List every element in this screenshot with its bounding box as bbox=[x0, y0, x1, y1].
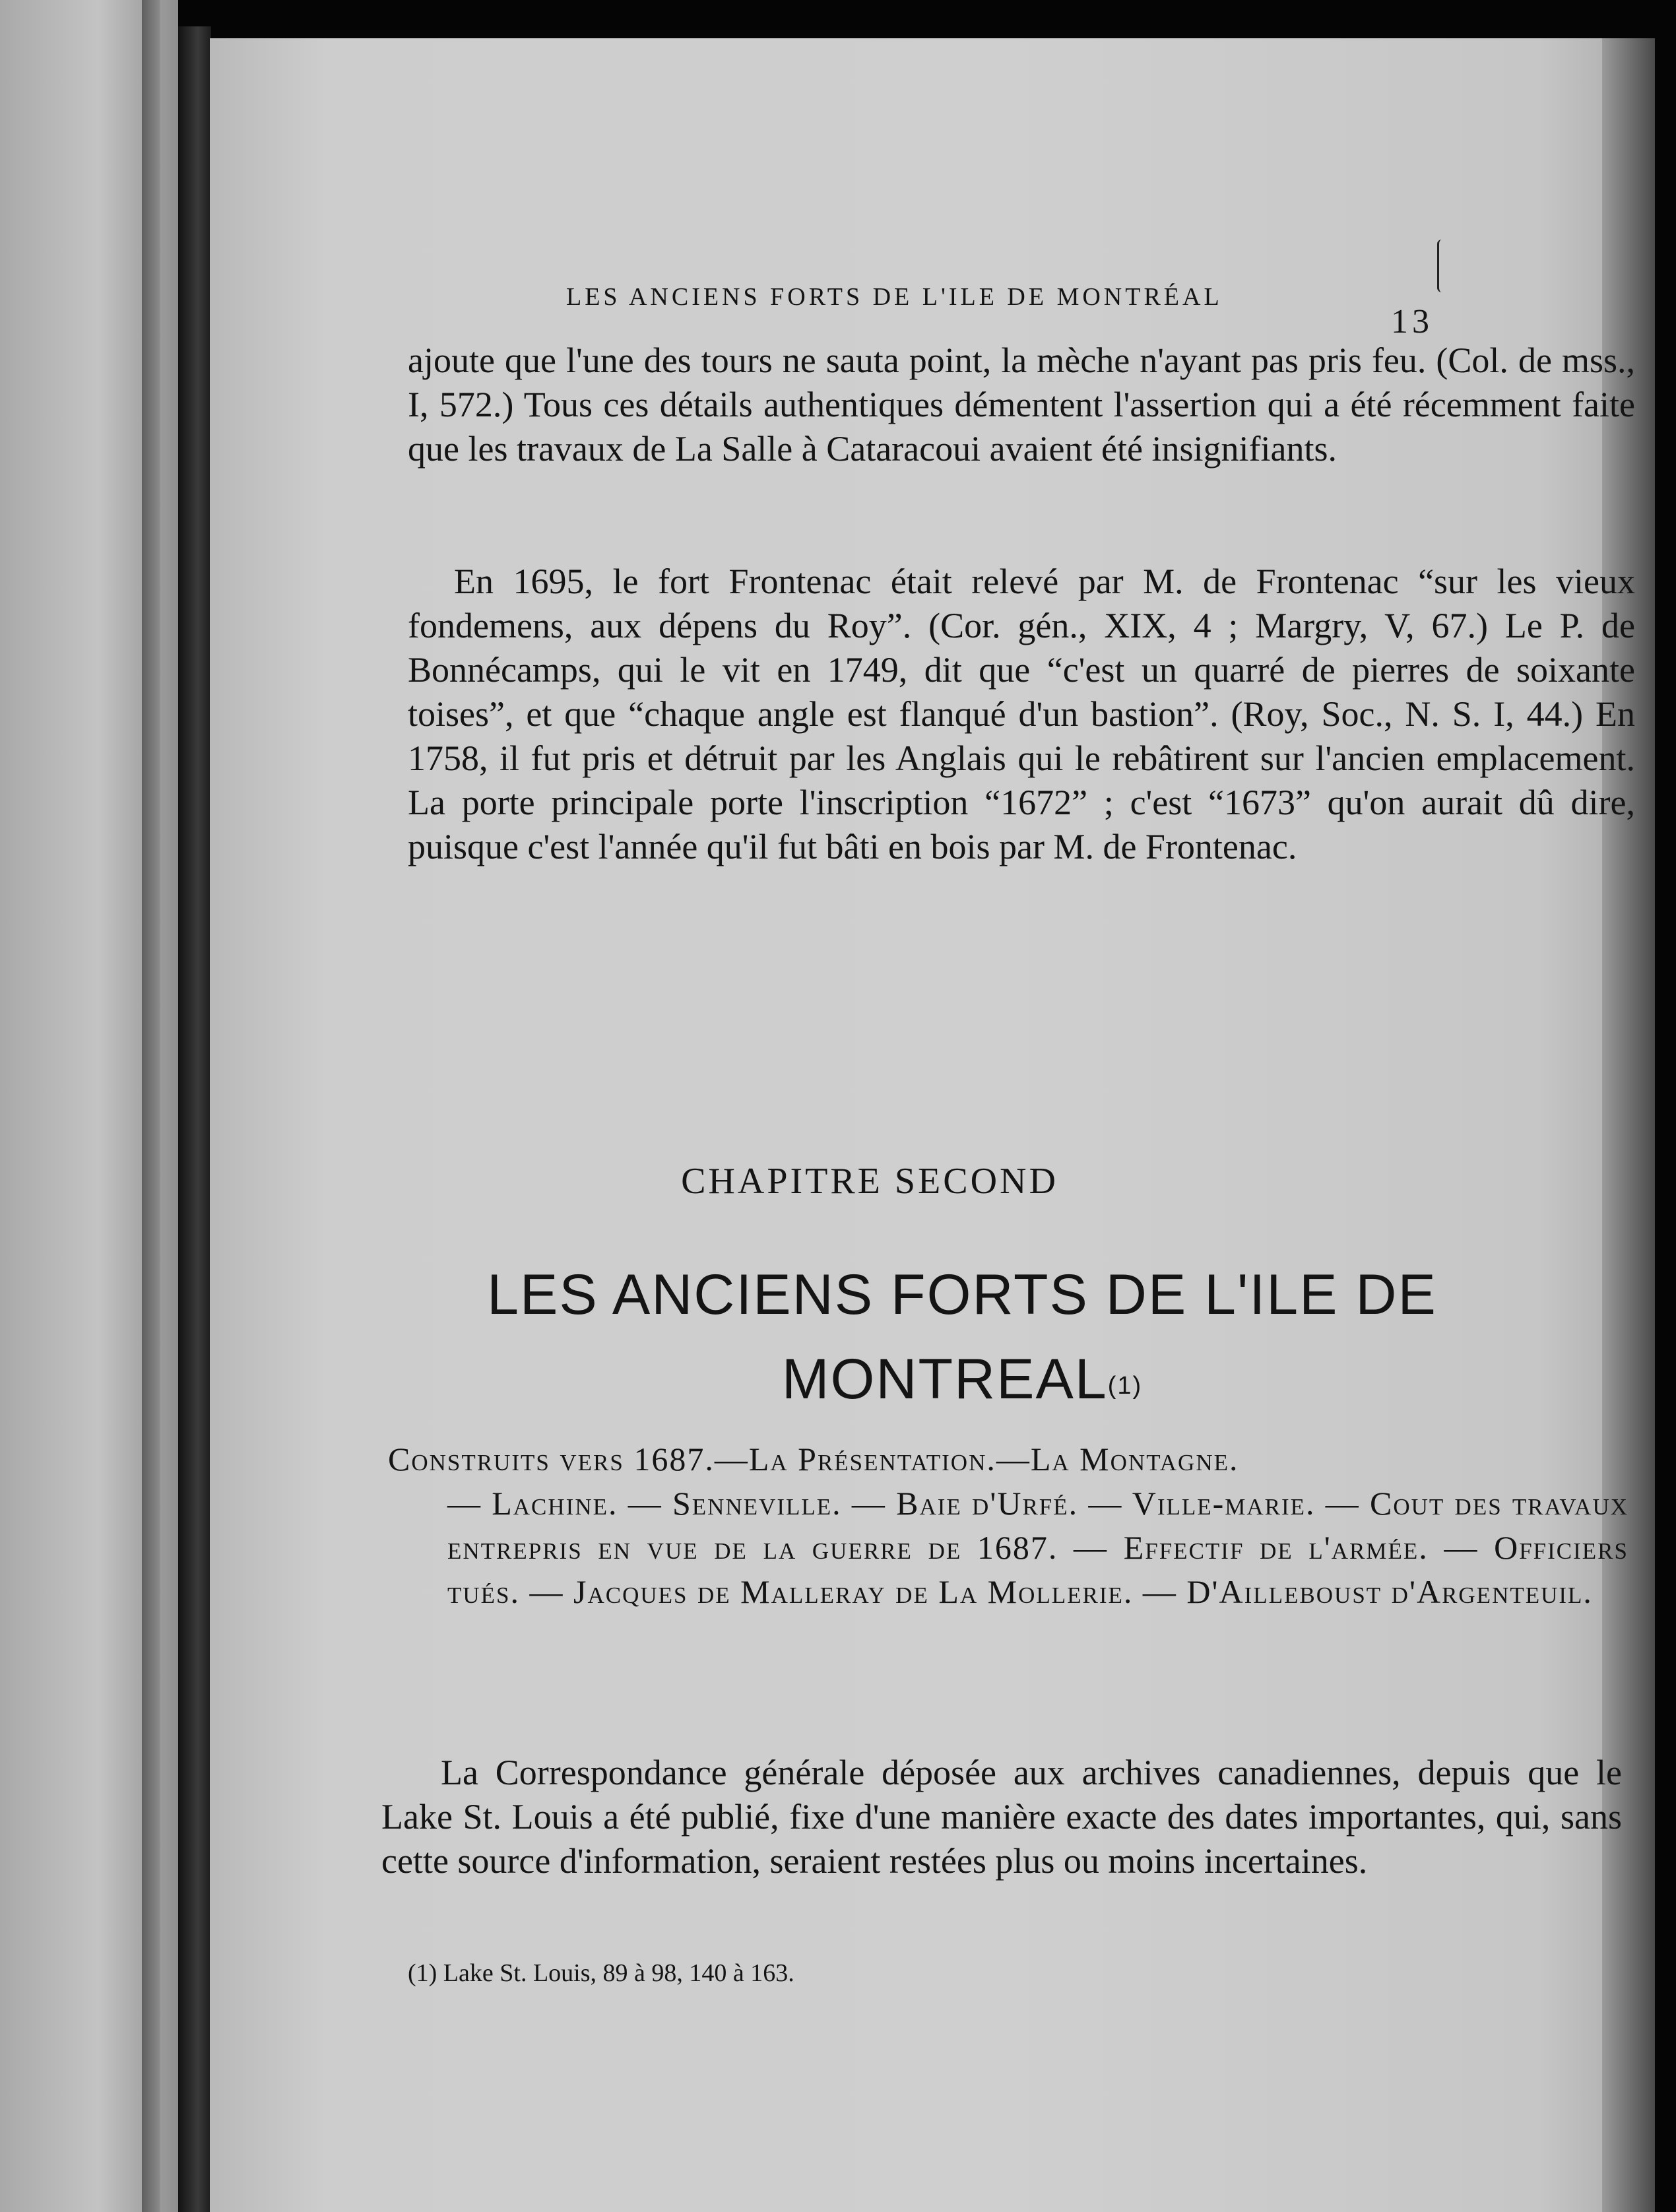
chapter-summary-rest: — Lachine. — Senneville. — Baie d'Urfé. — Ville-marie. — Cout des travaux entrepris en vue de la guerre de 1687. — Effectif de l'armée. — Officiers tués. — Jacques de Malleray de La Mollerie. — D'Ailleboust d'Argenteuil. bbox=[447, 1485, 1628, 1610]
footnote: (1) Lake St. Louis, 89 à 98, 140 à 163. bbox=[408, 1959, 794, 1987]
chapter-summary bbox=[388, 1437, 1628, 1614]
paragraph-correspondance: La Correspondance générale déposée aux archives canadiennes, depuis que le Lake St. Louis a été publié, fixe d'une manière exacte des dates importantes, qui, sans cette source d'information, seraient restées plus ou moins incertaines. bbox=[381, 1753, 1622, 1881]
chapter-title-footnote-marker: (1) bbox=[1107, 1372, 1143, 1400]
left-page-shadow bbox=[142, 0, 160, 2212]
book-page bbox=[210, 38, 1655, 2212]
paragraph-continuation: ajoute que l'une des tours ne sauta point, la mèche n'ayant pas pris feu. (Col. de mss., I, 572.) Tous ces détails authentiques démentent l'assertion qui a été récemment faite que les travaux de La Salle à Cataracoui avaient été insignifiants. bbox=[408, 341, 1635, 469]
page-number: 13 bbox=[1391, 303, 1433, 341]
chapter-title bbox=[434, 1252, 1490, 1421]
book-spine bbox=[178, 26, 211, 2212]
chapter-summary-first-line: Construits vers 1687.—La Présentation.—La Montagne. bbox=[388, 1441, 1239, 1478]
chapter-title-text: LES ANCIENS FORTS DE L'ILE DE MONTREAL bbox=[487, 1263, 1437, 1411]
running-head: LES ANCIENS FORTS DE L'ILE DE MONTRÉAL bbox=[566, 283, 1223, 311]
chapter-label: CHAPITRE SECOND bbox=[681, 1161, 1058, 1202]
paragraph-fort-frontenac: En 1695, le fort Frontenac était relevé par M. de Frontenac “sur les vieux fondemens, aux dépens du Roy”. (Cor. gén., XIX, 4 ; Margry, V, 67.) Le P. de Bonnécamps, qui le vit en 1749, dit que “c'est un quarré de pierres de soixante toises”, et que “chaque angle est flanqué d'un bastion”. (Roy, Soc., N. S. I, 44.) En 1758, il fut pris et détruit par les Anglais qui le rebâtirent sur l'ancien emplacement. La porte principale porte l'inscription “1672” ; c'est “1673” qu'on aurait dû dire, puisque c'est l'année qu'il fut bâti en bois par M. de Frontenac. bbox=[408, 562, 1635, 866]
